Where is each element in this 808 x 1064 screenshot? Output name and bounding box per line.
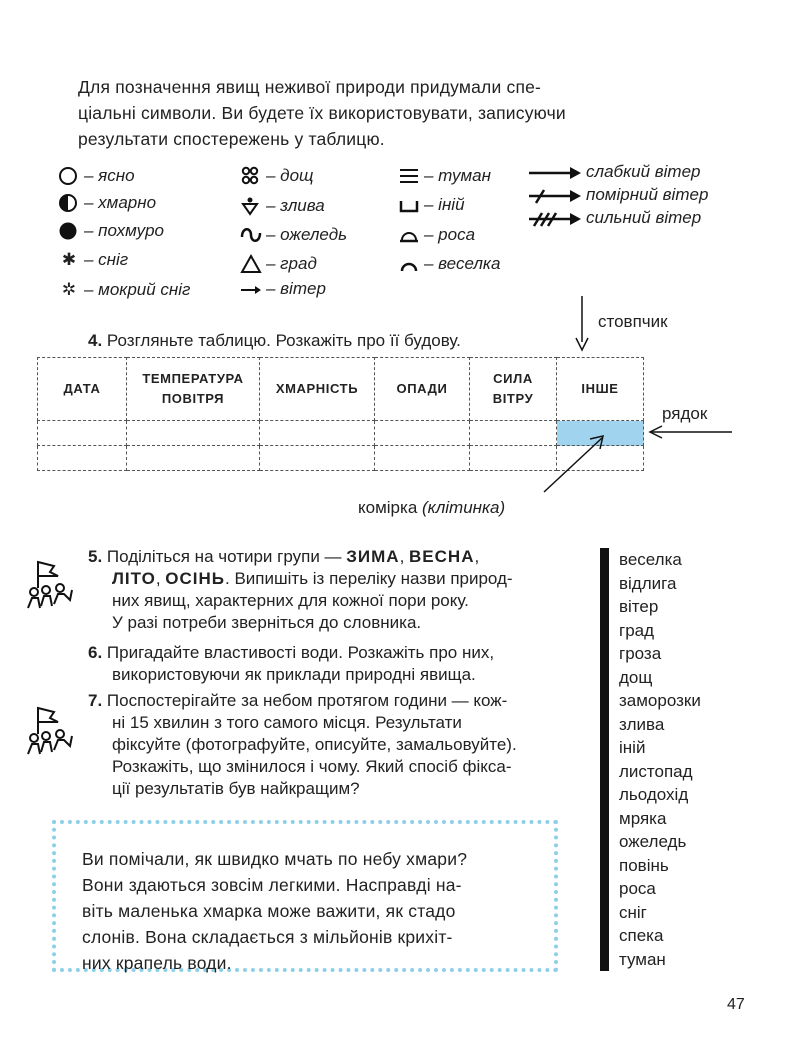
table-cell[interactable] xyxy=(127,446,260,471)
table-header-row xyxy=(38,358,644,421)
fact-line: Вони здаються зовсім легкими. Насправді на- xyxy=(82,875,462,895)
downpour-icon xyxy=(240,196,262,216)
symbol-label: – сніг xyxy=(84,250,129,269)
list-item: злива xyxy=(619,714,665,734)
symbol-label: сильний вітер xyxy=(586,208,702,227)
symbol-wet-snow xyxy=(58,280,190,300)
symbol-fog xyxy=(398,166,491,186)
symbol-cloudy xyxy=(58,193,156,213)
symbol-label: – веселка xyxy=(424,254,501,273)
fact-line: Ви помічали, як швидко мчать по небу хмари? xyxy=(82,849,468,869)
list-item: льодохід xyxy=(619,785,689,804)
symbol-label: – вітер xyxy=(266,279,326,298)
task-4 xyxy=(88,330,461,352)
page-number: 47 xyxy=(727,996,745,1013)
list-item: роса xyxy=(619,879,656,898)
cell-label-main: комірка xyxy=(358,498,422,517)
symbol-label: – град xyxy=(266,254,317,273)
symbol-weak-wind xyxy=(528,162,700,182)
list-item: сніг xyxy=(619,902,647,922)
list-item: іній xyxy=(619,738,646,757)
symbol-rainbow xyxy=(398,254,500,274)
table-cell[interactable] xyxy=(375,446,470,471)
table-cell[interactable] xyxy=(375,421,470,446)
header-cloudiness: ХМАРНІСТЬ xyxy=(260,358,375,421)
symbol-label: помірний вітер xyxy=(586,185,709,204)
task-6: 6. Пригадайте властивості води. Розкажіть про них, використовуючи як приклади природні явища. xyxy=(88,643,495,684)
column-label: стовпчик xyxy=(598,312,668,331)
symbol-label: – роса xyxy=(424,225,476,244)
list-item: вітер xyxy=(619,597,659,616)
symbol-label: – злива xyxy=(266,196,325,215)
symbol-strong-wind xyxy=(528,208,701,228)
overcast-icon xyxy=(58,221,80,241)
header-wind-strength: СИЛА ВІТРУ xyxy=(470,358,557,421)
symbol-dew xyxy=(398,225,475,245)
task-number: 4. xyxy=(88,331,103,350)
word-list xyxy=(600,548,701,971)
symbol-label: – мокрий сніг xyxy=(84,280,191,299)
intro-line: ціальні символи. Ви будете їх використовувати, записуючи xyxy=(78,103,566,123)
wind-icon xyxy=(240,279,262,299)
cell-arrow-icon xyxy=(540,430,610,496)
list-item: туман xyxy=(619,949,666,969)
symbol-label: – ожеледь xyxy=(266,225,348,244)
weak-wind-icon xyxy=(528,162,582,182)
row-label: рядок xyxy=(662,404,708,423)
intro-line: Для позначення явищ неживої природи придумали спе- xyxy=(78,77,542,97)
fact-box xyxy=(52,820,558,972)
group-work-icon xyxy=(24,554,80,610)
symbol-clear xyxy=(58,166,135,186)
symbol-hail xyxy=(240,254,317,274)
column-arrow-icon xyxy=(574,296,590,352)
list-item: град xyxy=(619,620,655,640)
symbol-wind xyxy=(240,279,326,299)
fact-line: слонів. Вона складається з мільйонів крихіт- xyxy=(82,927,453,947)
list-item: заморозки xyxy=(619,691,701,710)
list-item: спека xyxy=(619,926,664,945)
symbol-label: – іній xyxy=(424,195,465,214)
group-work-icon xyxy=(24,700,80,756)
snow-icon: ✱ xyxy=(61,250,77,269)
fact-line: них крапель води. xyxy=(82,953,232,973)
symbol-rain xyxy=(240,166,314,186)
header-temperature: ТЕМПЕРАТУРА ПОВІТРЯ xyxy=(127,358,260,421)
glaze-icon xyxy=(240,225,262,245)
clear-sky-icon xyxy=(58,166,80,186)
task-text: Розгляньте таблицю. Розкажіть про її будову. xyxy=(106,331,461,350)
moderate-wind-icon xyxy=(528,185,582,205)
symbol-label: – туман xyxy=(424,166,491,185)
table-cell[interactable] xyxy=(38,421,127,446)
intro-paragraph xyxy=(78,74,638,152)
frost-icon xyxy=(398,195,420,215)
symbol-moderate-wind xyxy=(528,185,708,205)
dew-icon xyxy=(398,225,420,245)
rain-icon xyxy=(240,166,262,186)
list-item: ожеледь xyxy=(619,832,687,851)
header-precipitation: ОПАДИ xyxy=(375,358,470,421)
symbol-label: – хмарно xyxy=(84,193,157,212)
fact-line: віть маленька хмарка може важити, як стадо xyxy=(82,901,456,921)
strong-wind-icon xyxy=(528,208,582,228)
wet-snow-icon: ✲ xyxy=(61,280,77,299)
fog-icon xyxy=(398,166,420,186)
symbol-label: слабкий вітер xyxy=(586,162,701,181)
symbol-overcast xyxy=(58,221,164,241)
list-item: повінь xyxy=(619,855,669,875)
intro-line: результати спостережень у таблицю. xyxy=(78,129,385,149)
header-date: ДАТА xyxy=(38,358,127,421)
list-item: гроза xyxy=(619,644,662,663)
symbol-downpour xyxy=(240,196,325,216)
symbol-frost xyxy=(398,195,465,215)
symbol-snow xyxy=(58,250,128,270)
hail-icon xyxy=(240,254,262,274)
cell-label-alt: (клітинка) xyxy=(422,498,506,517)
list-item: мряка xyxy=(619,808,667,828)
list-item: дощ xyxy=(619,667,653,687)
symbol-label: – похмуро xyxy=(84,221,164,240)
header-other: ІНШЕ xyxy=(557,358,644,421)
table-cell[interactable] xyxy=(260,446,375,471)
table-cell[interactable] xyxy=(127,421,260,446)
table-cell[interactable] xyxy=(38,446,127,471)
list-item: веселка xyxy=(619,550,682,569)
task-7: 7. Поспостерігайте за небом протягом години — кож- ні 15 хвилин з того самого місця. Результати фіксуйте (фотографуйте, описуйте, замальовуйте). Розкажіть, що змінилося і чому. Який спосіб фікса- ції результатів був найкращим? xyxy=(88,691,517,798)
cloudy-icon xyxy=(58,193,80,213)
rainbow-icon xyxy=(398,254,420,274)
row-arrow-icon xyxy=(648,424,732,440)
table-cell[interactable] xyxy=(260,421,375,446)
list-item: відлига xyxy=(619,573,677,593)
list-item: листопад xyxy=(619,761,693,781)
task-5: 5. Поділіться на чотири групи — ЗИМА, ВЕСНА, ЛІТО, ОСІНЬ. Випишіть із переліку назви природ- них явищ, характерних для кожної пори року. У разі потреби зверніться до словника. xyxy=(88,547,513,632)
symbol-glaze xyxy=(240,225,347,245)
symbol-label: – ясно xyxy=(84,166,135,185)
cell-label xyxy=(358,498,505,518)
symbol-label: – дощ xyxy=(266,166,314,185)
